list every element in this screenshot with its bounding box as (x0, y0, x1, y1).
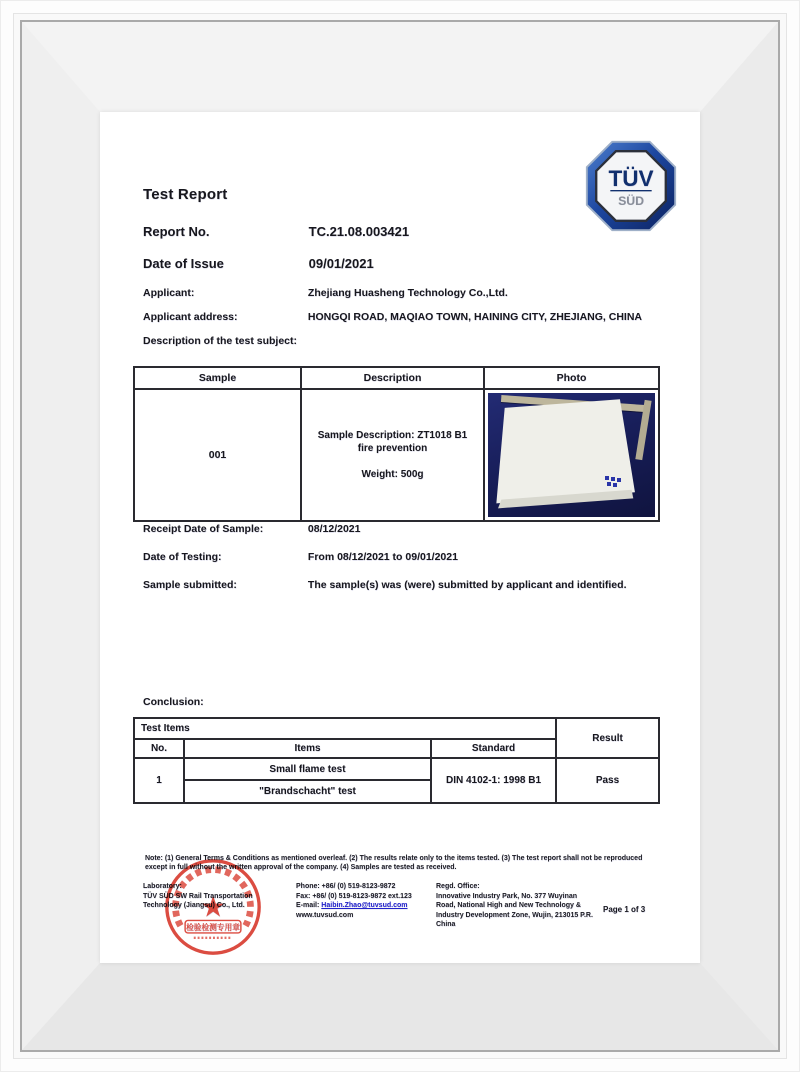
standard-cell: DIN 4102-1: 1998 B1 (431, 758, 556, 803)
standard-header: Standard (431, 739, 556, 758)
test-item2-cell: "Brandschacht" test (184, 780, 431, 803)
date-of-issue-row (143, 256, 374, 271)
sample-header: Sample (134, 367, 301, 389)
email-label: E-mail: (296, 902, 320, 909)
receipt-date-row (143, 523, 360, 535)
fax-line: Fax: +86/ (0) 519-8123-9872 ext.123 (296, 892, 412, 900)
sample-table-row (134, 389, 659, 521)
result-header: Result (556, 718, 659, 758)
stamp-star-icon: ★ (200, 891, 226, 924)
sample-weight-text: Weight: 500g (361, 469, 424, 480)
svg-text:TÜV: TÜV (608, 166, 654, 191)
description-heading: Description of the test subject: (143, 335, 298, 347)
office-label: Regd. Office: (436, 883, 480, 890)
tuv-sud-logo-icon (584, 139, 678, 233)
sample-table-header-row (134, 367, 659, 389)
applicant-value: Zhejiang Huasheng Technology Co.,Ltd. (307, 287, 508, 299)
test-row-1 (134, 758, 659, 780)
sample-submitted-row (143, 579, 626, 591)
email-link: Haibin.Zhao@tuvsud.com (321, 902, 408, 909)
registered-office-block (436, 882, 604, 930)
date-of-issue-value: 09/01/2021 (308, 256, 374, 271)
sample-submitted-value: The sample(s) was (were) submitted by applicant and identified. (307, 579, 627, 591)
report-number-label: Report No. (143, 224, 210, 239)
receipt-date-value: 08/12/2021 (307, 523, 361, 535)
report-number-value: TC.21.08.003421 (308, 224, 410, 239)
test-no-cell: 1 (134, 758, 184, 803)
report-number-row (143, 224, 409, 239)
phone-line: Phone: +86/ (0) 519-8123-9872 (296, 883, 396, 890)
test-items-header-row (134, 718, 659, 739)
sample-description-cell (301, 389, 484, 521)
website-line: www.tuvsud.com (296, 911, 354, 919)
sample-photo (488, 393, 655, 517)
applicant-address-value: HONGQI ROAD, MAQIAO TOWN, HAINING CITY, ZHEJIANG, CHINA (307, 311, 642, 323)
company-stamp-icon (163, 857, 263, 957)
sample-table (133, 366, 660, 522)
note-text: Note: (1) General Terms & Conditions as mentioned overleaf. (2) The results relate only to the items tested. (3) The test report shall not be reproduced except in full without the written approval of the company. (4) Samples are tested as received. (145, 855, 643, 871)
laboratory-name-line1: TÜV SÜD SW Rail Transportation (143, 892, 253, 900)
conclusion-table (133, 717, 660, 804)
items-header: Items (184, 739, 431, 758)
stamp-label: 检验检测专用章 (186, 923, 240, 933)
email-line (296, 901, 412, 911)
test-report-page (100, 112, 700, 963)
applicant-address-row (143, 311, 642, 323)
testing-date-row (143, 551, 458, 563)
receipt-date-label: Receipt Date of Sample: (143, 523, 264, 535)
applicant-address-label: Applicant address: (143, 311, 238, 323)
page-indicator: Page 1 of 3 (603, 905, 646, 914)
laboratory-label: Laboratory: (143, 883, 182, 890)
no-header: No. (134, 739, 184, 758)
svg-text:SÜD: SÜD (618, 193, 644, 208)
sample-id-cell: 001 (134, 389, 301, 521)
office-address-line1: Innovative Industry Park, No. 377 Wuyinan (436, 892, 578, 900)
applicant-label: Applicant: (143, 287, 195, 299)
sample-description-text: Sample Description: ZT1018 B1 fire prevention (317, 430, 468, 454)
sample-submitted-label: Sample submitted: (143, 579, 237, 591)
date-of-issue-label: Date of Issue (143, 256, 224, 271)
office-address-line3: China (436, 921, 456, 928)
sample-photo-cell (484, 389, 659, 521)
description-header: Description (301, 367, 484, 389)
testing-date-label: Date of Testing: (143, 551, 222, 563)
contact-block (296, 882, 412, 920)
test-items-header: Test Items (134, 718, 556, 739)
laboratory-name-line2: Technology (Jiangsu) Co., Ltd. (143, 902, 245, 909)
applicant-row (143, 287, 508, 299)
sheet-logo-mark (605, 476, 609, 480)
picture-frame-mat (22, 22, 778, 1050)
result-cell: Pass (556, 758, 659, 803)
photo-header: Photo (484, 367, 659, 389)
page-title: Test Report (143, 186, 228, 203)
conclusion-heading: Conclusion: (143, 696, 204, 708)
testing-date-value: From 08/12/2021 to 09/01/2021 (307, 551, 458, 563)
office-address-line2: Road, National High and New Technology & Industry Development Zone, Wujin, 213015 P.R. (436, 902, 593, 919)
test-item1-cell: Small flame test (184, 758, 431, 780)
